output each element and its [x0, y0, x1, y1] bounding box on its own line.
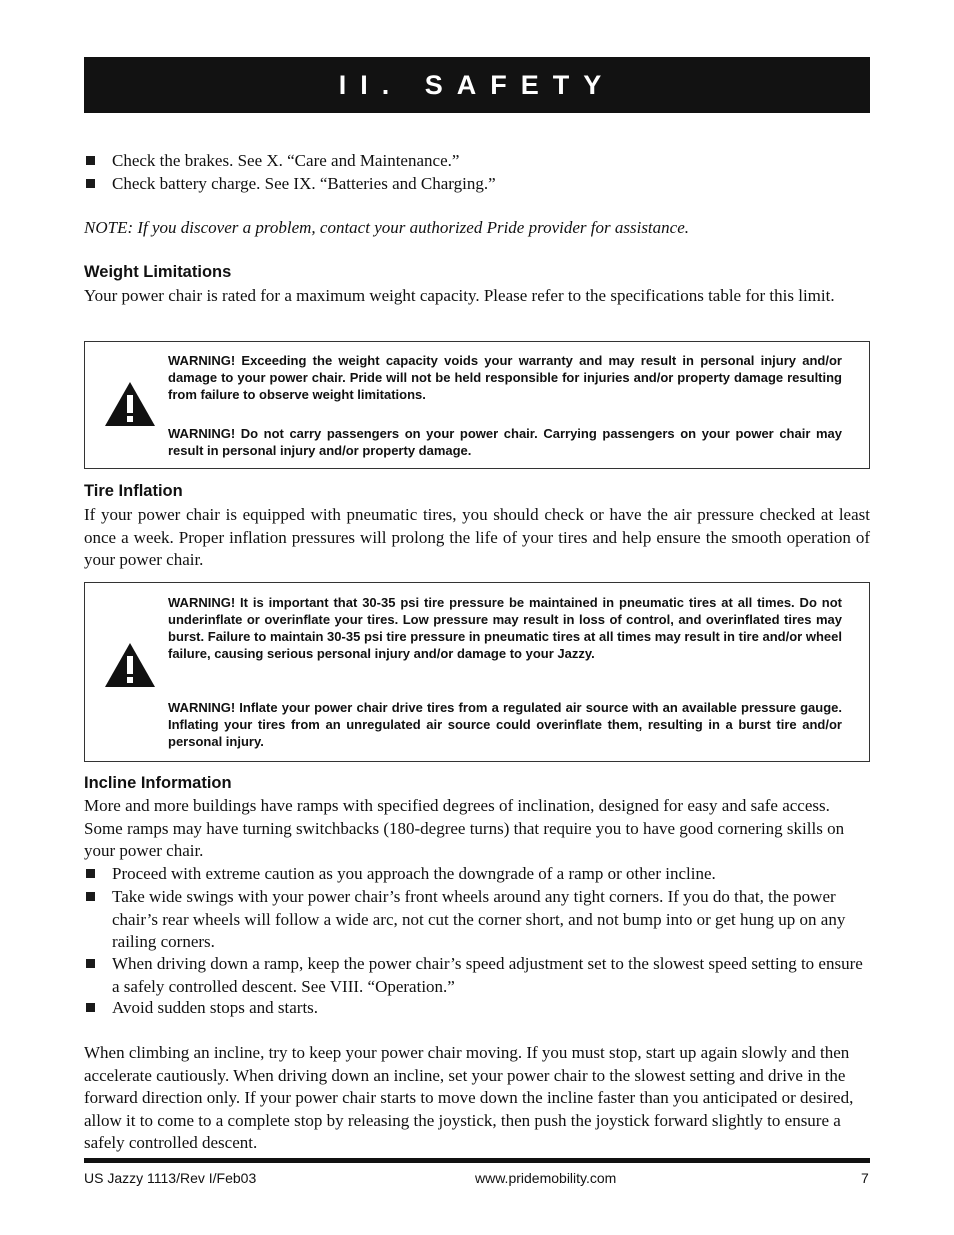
footer-doc-id: US Jazzy 1113/Rev I/Feb03 [84, 1170, 257, 1186]
warning-triangle-icon [105, 643, 155, 687]
warning-text: WARNING! It is important that 30-35 psi tire pressure be maintained in pneumatic tires at all times. Do not underinflate or overinflate your tires. Low pressure may result in loss of control, and overinflated tires may burst. Failure to maintain 30-35 psi tire pressure in pneumatic tires at all times may result in tire and/or wheel failure, causing serious personal injury and/or damage to your Jazzy. [168, 595, 842, 661]
checklist-item-text: Check battery charge. See IX. “Batteries and Charging.” [112, 174, 496, 193]
footer-website: www.pridemobility.com [475, 1170, 617, 1186]
checklist-item [84, 150, 870, 173]
incline-bullet [84, 863, 870, 886]
incline-bullet [84, 997, 870, 1020]
bullet-square-icon [86, 869, 95, 878]
section-banner [84, 57, 870, 113]
tire-heading: Tire Inflation [84, 482, 183, 500]
incline-heading: Incline Information [84, 774, 232, 792]
incline-bullet-text: Avoid sudden stops and starts. [112, 998, 319, 1017]
warning-text: WARNING! Inflate your power chair drive tires from a regulated air source with an available pressure gauge. Inflating your tires from an unregulated air source could overinflate them, resulting in a burst tire and/or personal injury. [168, 700, 842, 749]
checklist-item [84, 173, 870, 196]
tire-paragraph: If your power chair is equipped with pneumatic tires, you should check or have the air pressure checked at least once a week. Proper inflation pressures will prolong the life of your tires and help ensure the smooth operation of your power chair. [84, 505, 870, 569]
section-title: II. SAFETY [338, 69, 616, 100]
incline-paragraph: More and more buildings have ramps with specified degrees of inclination, designed for easy and safe access. Some ramps may have turning switchbacks (180-degree turns) that require you to have good cornering skills on your power chair. [84, 796, 845, 860]
warning-triangle-icon [105, 382, 155, 426]
tire-warning-box [84, 582, 870, 762]
incline-bullet [84, 886, 870, 954]
incline-bullet-text: Proceed with extreme caution as you approach the downgrade of a ramp or other incline. [112, 864, 716, 883]
bullet-square-icon [86, 179, 95, 188]
incline-bullet-text: Take wide swings with your power chair’s front wheels around any tight corners. If you do that, the power chair’s rear wheels will follow a wide arc, not cut the corner short, and not bump into or get hung up on any railing corners. [112, 887, 846, 951]
footer-rule [84, 1158, 870, 1163]
incline-bullet [84, 953, 870, 998]
bullet-square-icon [86, 892, 95, 901]
bullet-square-icon [86, 1003, 95, 1012]
incline-closing-paragraph: When climbing an incline, try to keep your power chair moving. If you must stop, start up again slowly and then accelerate cautiously. When driving down an incline, set your power chair to the slowest setting and drive in the forward direction only. If your power chair starts to move down the incline faster than you anticipated or desired, allow it to come to a complete stop by releasing the joystick, then push the joystick forward slightly to ensure a safely controlled descent. [84, 1043, 854, 1152]
incline-bullet-text: When driving down a ramp, keep the power chair’s speed adjustment set to the slowest speed setting to ensure a safely controlled descent. See VIII. “Operation.” [112, 954, 863, 996]
warning-text: WARNING! Do not carry passengers on your power chair. Carrying passengers on your power chair may result in personal injury and/or property damage. [168, 426, 842, 458]
weight-warning-box [84, 341, 870, 469]
footer-page-number: 7 [861, 1170, 869, 1186]
weight-paragraph: Your power chair is rated for a maximum weight capacity. Please refer to the specifications table for this limit. [84, 286, 835, 305]
checklist-item-text: Check the brakes. See X. “Care and Maintenance.” [112, 151, 460, 170]
bullet-square-icon [86, 156, 95, 165]
warning-text: WARNING! Exceeding the weight capacity voids your warranty and may result in personal injury and/or damage to your power chair. Pride will not be held responsible for injuries and/or property damage resulting from failure to observe weight limitations. [168, 353, 842, 402]
note-text: NOTE: If you discover a problem, contact your authorized Pride provider for assistance. [84, 218, 689, 237]
bullet-square-icon [86, 959, 95, 968]
weight-heading: Weight Limitations [84, 263, 232, 281]
